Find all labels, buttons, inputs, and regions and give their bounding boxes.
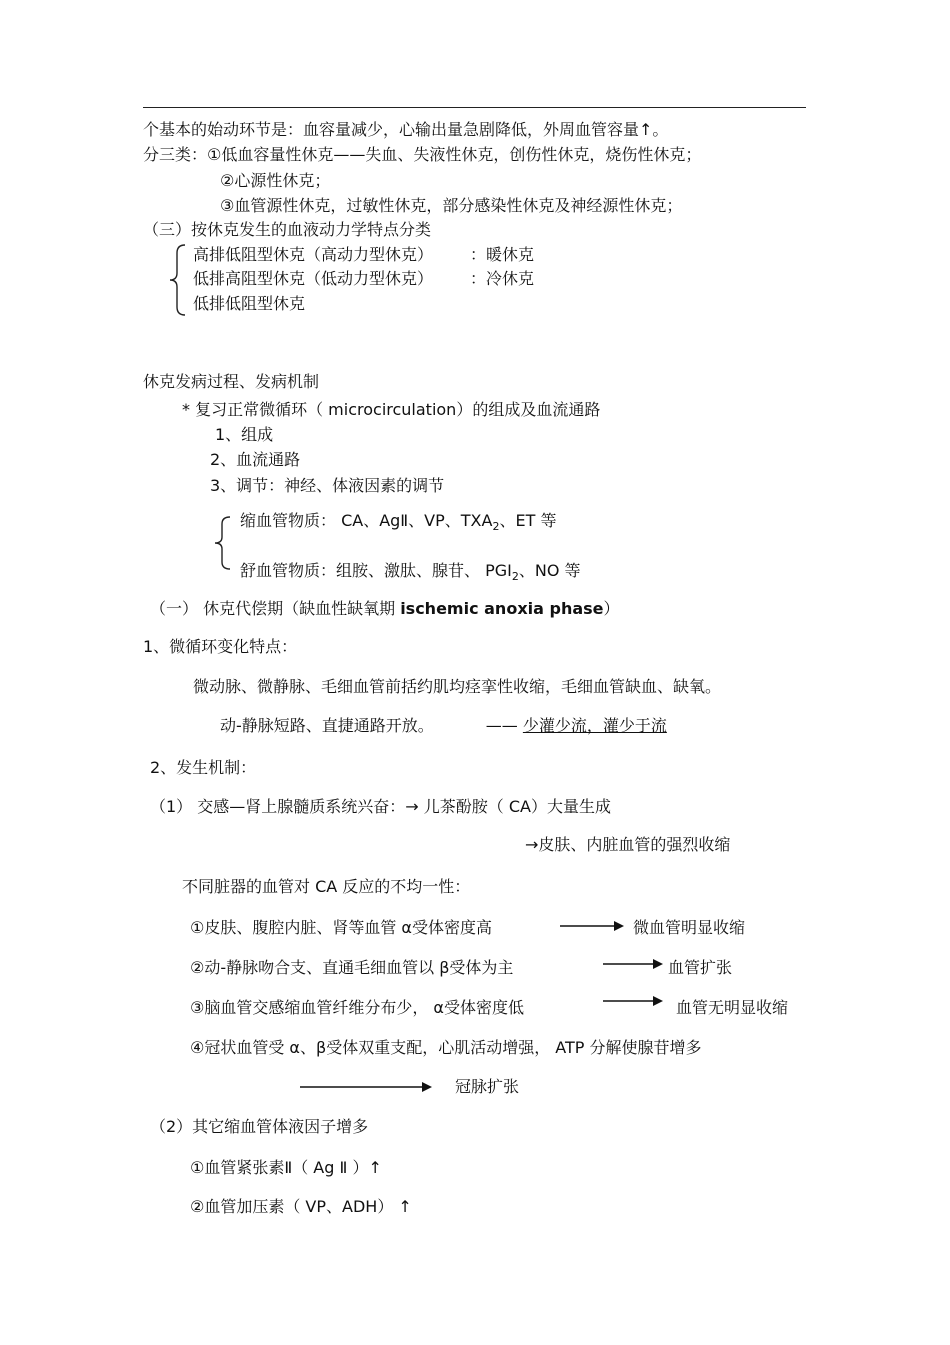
review-line: * 复习正常微循环（ microcirculation）的组成及血流通路 xyxy=(182,400,601,419)
review-item-1: 1、组成 xyxy=(215,425,274,444)
cold-shock: ：冷休克 xyxy=(470,269,535,288)
hemodynamic-brace xyxy=(168,243,188,317)
classification-line: 分三类：①低血容量性休克——失血、失液性休克，创伤性休克，烧伤性休克； xyxy=(143,145,702,164)
vasoconstrictors: 缩血管物质： CA、AgⅡ、VP、$TXA_2$、ET 等 xyxy=(240,511,557,534)
intro-line: 个基本的始动环节是：血容量减少，心输出量急剧降低，外周血管容量↑。 xyxy=(143,120,669,139)
low-low-type: 低排低阻型休克 xyxy=(193,294,306,313)
arrow-2 xyxy=(603,957,663,971)
warm-shock: ：暖休克 xyxy=(470,245,535,264)
organ-3: ③脑血管交感缩血管纤维分布少， α受体密度低 xyxy=(190,998,524,1017)
top-rule xyxy=(143,107,806,108)
organ-1-result: 微血管明显收缩 xyxy=(633,918,746,937)
sympathetic-line: （1） 交感—肾上腺髓质系统兴奋：→ 儿茶酚胺（ CA）大量生成 xyxy=(150,797,611,816)
high-output-type: 高排低阻型休克（高动力型休克） xyxy=(193,245,434,264)
vasodilators: 舒血管物质：组胺、激肽、腺苷、 $PGI_2$、NO 等 xyxy=(240,561,581,584)
stage1-heading: （一） 休克代偿期（缺血性缺氧期 ischemic anoxia phase） xyxy=(150,599,620,618)
sympathetic-result: →皮肤、内脏血管的强烈收缩 xyxy=(525,835,731,854)
vaso-brace xyxy=(212,515,234,571)
humoral-2: ②血管加压素（ VP、ADH） ↑ xyxy=(190,1197,412,1216)
review-item-2: 2、血流通路 xyxy=(210,450,301,469)
low-output-type: 低排高阻型休克（低动力型休克） xyxy=(193,269,434,288)
organ-1: ①皮肤、腹腔内脏、肾等血管 α受体密度高 xyxy=(190,918,492,937)
arrow-3 xyxy=(603,994,663,1008)
organ-3-result: 血管无明显收缩 xyxy=(676,998,789,1017)
vasogenic-line: ③血管源性休克，过敏性休克，部分感染性休克及神经源性休克； xyxy=(220,196,683,215)
micro-change-b: 动-静脉短路、直捷通路开放。 —— 少灌少流，灌少于流 xyxy=(220,716,667,735)
organ-4-result: 冠脉扩张 xyxy=(455,1077,520,1096)
humoral-1: ①血管紧张素Ⅱ（ Ag Ⅱ ）↑ xyxy=(190,1158,382,1177)
section-title: 休克发病过程、发病机制 xyxy=(143,372,320,391)
hemodynamic-heading: （三）按休克发生的血液动力学特点分类 xyxy=(143,220,432,239)
review-item-3: 3、调节：神经、体液因素的调节 xyxy=(210,476,445,495)
mechanism-heading: 2、发生机制： xyxy=(150,758,257,777)
humoral-heading: （2）其它缩血管体液因子增多 xyxy=(150,1117,369,1136)
cardiogenic-line: ②心源性休克； xyxy=(220,171,331,190)
micro-change-a: 微动脉、微静脉、毛细血管前括约肌均痉挛性收缩，毛细血管缺血、缺氧。 xyxy=(193,677,722,696)
micro-change-heading: 1、微循环变化特点： xyxy=(143,637,298,656)
heterogeneity-line: 不同脏器的血管对 CA 反应的不均一性： xyxy=(182,877,471,896)
arrow-1 xyxy=(560,919,624,933)
organ-2: ②动-静脉吻合支、直通毛细血管以 β受体为主 xyxy=(190,958,514,977)
arrow-4 xyxy=(300,1080,432,1094)
organ-4: ④冠状血管受 α、β受体双重支配，心肌活动增强， ATP 分解使腺苷增多 xyxy=(190,1038,702,1057)
organ-2-result: 血管扩张 xyxy=(668,958,733,977)
